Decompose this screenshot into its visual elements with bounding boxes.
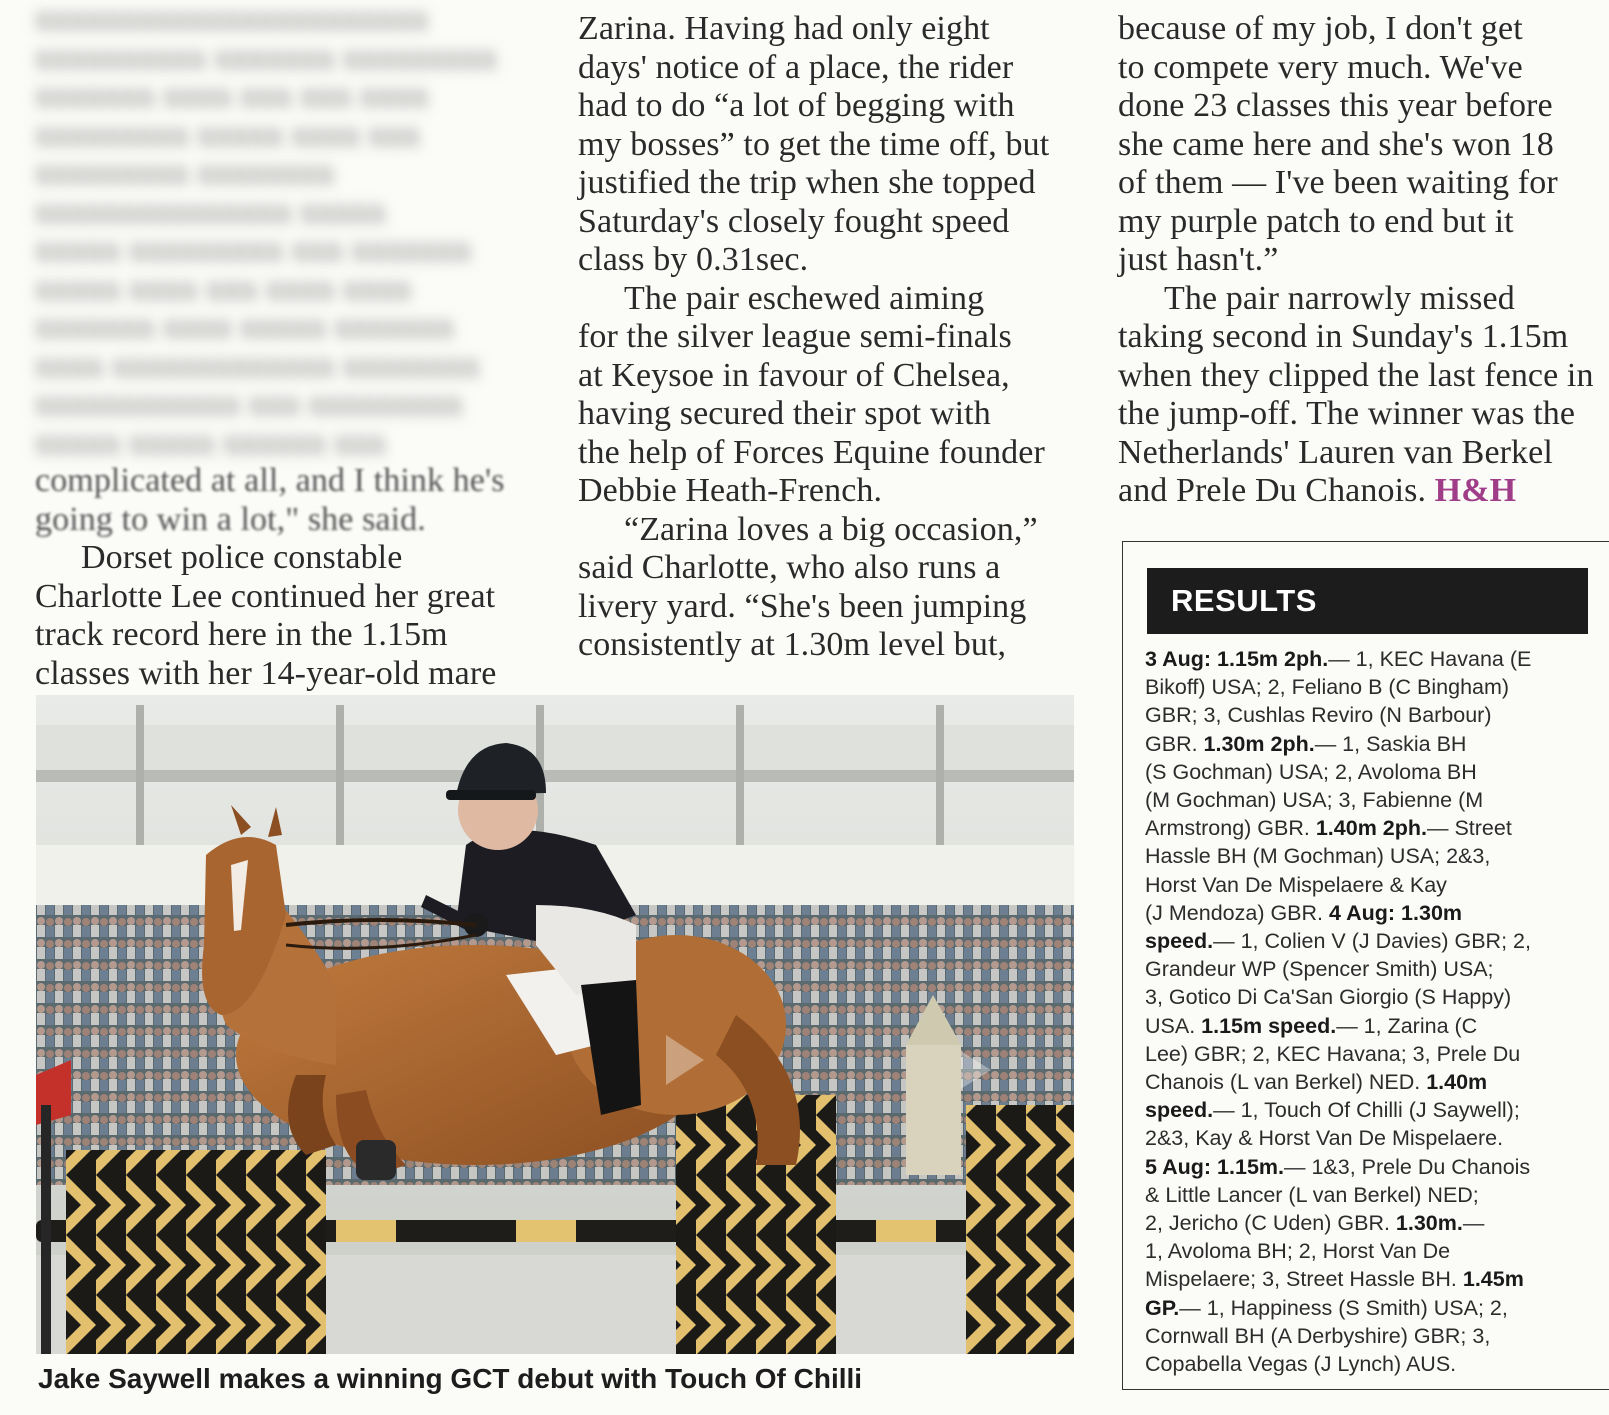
- results-line: [1145, 1181, 1605, 1209]
- results-text: Grandeur WP (Spencer Smith) USA;: [1145, 957, 1494, 982]
- article-line: Zarina. Having had only eight: [578, 10, 990, 47]
- article-line: livery yard. “She's been jumping: [578, 587, 1027, 625]
- results-text: — 1, Colien V (J Davies) GBR; 2,: [1213, 929, 1531, 954]
- show-jumping-photo: [36, 695, 1074, 1354]
- results-text: Hassle BH (M Gochman) USA; 2&3,: [1145, 844, 1491, 869]
- results-line: [1145, 927, 1605, 955]
- article-line: class by 0.31sec.: [578, 241, 809, 278]
- blurred-article-line: xxxx xxxxxxxxxxxxx xxxxxxxx: [35, 346, 480, 384]
- article-column-1: [35, 0, 535, 693]
- results-text: Copabella Vegas (J Lynch) AUS.: [1145, 1352, 1457, 1377]
- results-text: GBR; 3, Cushlas Reviro (N Barbour): [1145, 703, 1492, 728]
- results-line: [1145, 871, 1605, 899]
- article-line: when they clipped the last fence in: [1118, 356, 1594, 394]
- results-line: [1145, 645, 1605, 673]
- blurred-article-line: xxxxxxxxxxxxxxxxxxxxxxx: [35, 0, 429, 37]
- results-event-label: speed.: [1145, 929, 1214, 954]
- results-line: [1145, 1012, 1605, 1040]
- results-text: (S Gochman) USA; 2, Avoloma BH: [1145, 759, 1477, 784]
- results-event-label: 1.15m speed.: [1201, 1013, 1337, 1038]
- article-line: my bosses” to get the time off, but: [578, 125, 1050, 163]
- results-text: 1, Avoloma BH; 2, Horst Van De: [1145, 1239, 1451, 1264]
- article-line: The pair eschewed aiming: [624, 279, 985, 317]
- results-text: GBR.: [1145, 731, 1204, 756]
- results-body: [1145, 645, 1605, 1378]
- results-line: [1145, 1209, 1605, 1237]
- results-event-label: GP.: [1145, 1295, 1180, 1320]
- results-text: Bikoff) USA; 2, Feliano B (C Bingham): [1145, 675, 1510, 700]
- article-line: complicated at all, and I think he's: [35, 462, 505, 499]
- results-event-label: 1.30m.: [1395, 1211, 1463, 1236]
- results-event-label: 1.45m: [1462, 1267, 1524, 1292]
- article-line: Dorset police constable: [81, 539, 403, 576]
- results-text: — 1, Saskia BH: [1314, 731, 1467, 756]
- results-text: Lee) GBR; 2, KEC Havana; 3, Prele Du: [1145, 1041, 1521, 1066]
- article-line: Saturday's closely fought speed: [578, 202, 1010, 240]
- article-line: done 23 classes this year before: [1118, 87, 1553, 124]
- results-event-label: speed.: [1145, 1098, 1214, 1123]
- article-line: she came here and she's won 18: [1118, 125, 1554, 163]
- results-line: [1145, 673, 1605, 701]
- results-line: [1145, 1350, 1605, 1378]
- article-line: consistently at 1.30m level but,: [578, 626, 1007, 663]
- blurred-article-line: xxxxx xxxx xxx xxxx xxxx: [35, 269, 412, 307]
- results-text: USA.: [1145, 1013, 1202, 1038]
- article-line: Charlotte Lee continued her great: [35, 577, 496, 615]
- results-event-label: 1.30m 2ph.: [1203, 731, 1315, 756]
- results-line: [1145, 730, 1605, 758]
- article-line: my purple patch to end but it: [1118, 202, 1514, 240]
- article-line: track record here in the 1.15m: [35, 616, 448, 653]
- article-line: the help of Forces Equine founder: [578, 433, 1045, 471]
- blurred-article-line: xxxxxxxxxxxxxxx xxxxx: [35, 192, 386, 230]
- results-line: [1145, 758, 1605, 786]
- results-line: [1145, 814, 1605, 842]
- article-line: justified the trip when she topped: [578, 164, 1036, 201]
- hh-signoff: H&H: [1434, 472, 1517, 509]
- results-line: [1145, 1124, 1605, 1152]
- article-line: classes with her 14-year-old mare: [35, 654, 497, 692]
- results-line: [1145, 1322, 1605, 1350]
- results-line: [1145, 701, 1605, 729]
- blurred-article-line: xxxxx xxxxx xxxxxx xxx: [35, 423, 386, 461]
- article-line: had to do “a lot of begging with: [578, 87, 1015, 124]
- article-line: The pair narrowly missed: [1164, 279, 1515, 317]
- article-line: of them — I've been waiting for: [1118, 164, 1558, 201]
- results-event-label: 5 Aug: 1.15m.: [1145, 1154, 1284, 1179]
- results-text: Armstrong) GBR.: [1145, 816, 1316, 841]
- photo-caption: Jake Saywell makes a winning GCT debut with Touch Of Chilli: [38, 1363, 863, 1394]
- results-text: Cornwall BH (A Derbyshire) GBR; 3,: [1145, 1323, 1491, 1348]
- results-event-label: 4 Aug: 1.30m: [1329, 900, 1463, 925]
- results-text: — 1, Zarina (C: [1336, 1013, 1478, 1038]
- results-event-label: 1.40m: [1426, 1070, 1488, 1095]
- results-text: Chanois (L van Berkel) NED.: [1145, 1070, 1427, 1095]
- results-text: — 1&3, Prele Du Chanois: [1284, 1154, 1531, 1179]
- results-text: 2&3, Kay & Horst Van De Mispelaere.: [1145, 1126, 1504, 1151]
- results-text: Horst Van De Mispelaere & Kay: [1145, 872, 1447, 897]
- article-line-last: [1118, 472, 1608, 511]
- results-line: [1145, 1294, 1605, 1322]
- results-text: — Street: [1426, 816, 1512, 841]
- results-line: [1145, 955, 1605, 983]
- article-line: “Zarina loves a big occasion,”: [624, 510, 1038, 548]
- article-line: at Keysoe in favour of Chelsea,: [578, 356, 1010, 394]
- article-column-2: [578, 10, 1068, 665]
- article-line: because of my job, I don't get: [1118, 10, 1523, 47]
- results-text: & Little Lancer (L van Berkel) NED;: [1145, 1182, 1479, 1207]
- results-event-label: 3 Aug: 1.15m 2ph.: [1145, 647, 1329, 671]
- results-line: [1145, 1040, 1605, 1068]
- results-line: [1145, 983, 1605, 1011]
- results-event-label: 1.40m 2ph.: [1315, 816, 1427, 841]
- results-text: — 1, Touch Of Chilli (J Saywell);: [1213, 1098, 1520, 1123]
- blurred-article-line: xxxxxxxxxx xxxxxxx xxxxxxxxx: [35, 38, 497, 76]
- blurred-article-line: xxxxxxxxx xxxxxxxx: [35, 154, 335, 191]
- article-line: days' notice of a place, the rider: [578, 48, 1014, 86]
- article-line: taking second in Sunday's 1.15m: [1118, 318, 1569, 355]
- results-text: Mispelaere; 3, Street Hassle BH.: [1145, 1267, 1463, 1292]
- article-line: having secured their spot with: [578, 395, 991, 432]
- results-line: [1145, 1153, 1605, 1181]
- results-line: [1145, 842, 1605, 870]
- blurred-article-line: xxxxxxxxxxxx xxx xxxxxxxxx: [35, 385, 463, 422]
- article-line: just hasn't.”: [1118, 241, 1279, 278]
- blurred-article-line: xxxxxxxxx xxxxx xxxx xxx: [35, 115, 420, 153]
- blurred-article-line: xxxxxxx xxxx xxx xxx xxxx: [35, 77, 429, 114]
- results-line: [1145, 1068, 1605, 1096]
- article-column-3: [1118, 10, 1608, 511]
- results-text: 2, Jericho (C Uden) GBR.: [1145, 1211, 1396, 1236]
- results-line: [1145, 1096, 1605, 1124]
- blurred-article-line: xxxxx xxxxxxxxx xxx xxxxxxx: [35, 231, 472, 268]
- results-heading: RESULTS: [1147, 568, 1588, 634]
- results-line: [1145, 899, 1605, 927]
- results-text: — 1, KEC Havana (E: [1328, 647, 1532, 671]
- article-line: Netherlands' Lauren van Berkel: [1118, 433, 1553, 471]
- article-line: said Charlotte, who also runs a: [578, 549, 1001, 586]
- article-line-text: and Prele Du Chanois.: [1118, 472, 1427, 509]
- results-line: [1145, 1265, 1605, 1293]
- results-text: 3, Gotico Di Ca'San Giorgio (S Happy): [1145, 985, 1512, 1010]
- results-line: [1145, 1237, 1605, 1265]
- results-line: [1145, 786, 1605, 814]
- article-line: for the silver league semi-finals: [578, 318, 1012, 355]
- results-text: (M Gochman) USA; 3, Fabienne (M: [1145, 788, 1484, 813]
- blurred-text-block: [35, 0, 535, 462]
- results-text: — 1, Happiness (S Smith) USA; 2,: [1179, 1295, 1508, 1320]
- results-text: —: [1462, 1211, 1485, 1236]
- blurred-article-line: xxxxxxx xxxx xxxxx xxxxxxx: [35, 308, 455, 345]
- article-line: the jump-off. The winner was the: [1118, 395, 1576, 432]
- article-line: to compete very much. We've: [1118, 48, 1523, 86]
- article-line: Debbie Heath-French.: [578, 472, 883, 509]
- article-line: going to win a lot," she said.: [35, 500, 426, 538]
- results-text: (J Mendoza) GBR.: [1145, 900, 1329, 925]
